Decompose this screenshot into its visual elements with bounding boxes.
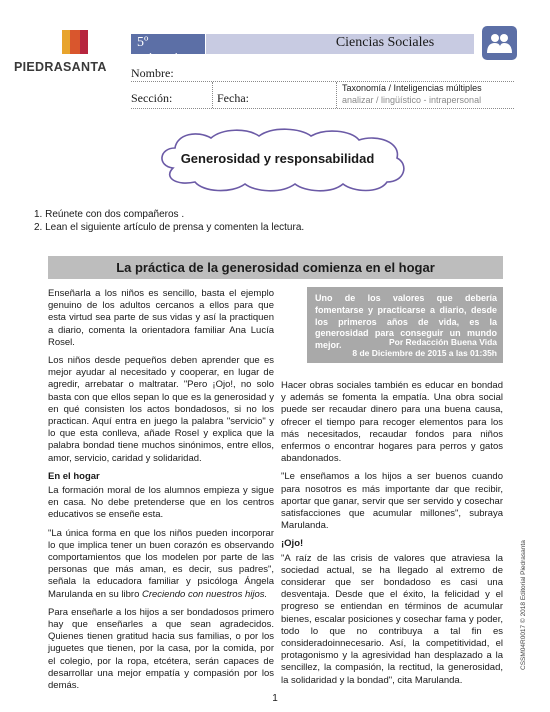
quote-source-date: 8 de Diciembre de 2015 a las 01:35h bbox=[352, 348, 497, 358]
paragraph: Los niños desde pequeños deben aprender que es mejor ayudar al necesitado y cooperar, en lugar de agredir, arrebatar o maltratar. "Pero ¡Ojo!, no solo basta con que ellos sepan lo que es la generosidad y en qué consisten los actos bondadosos, si no los practican. Aquí entra en juego la palabra "servicio" y lo que esta conlleva, añade Rosel y explica que la palabra bondad tiene muchos sinónimos, entre ellos, amor, servicio, caridad y solidaridad. bbox=[48, 355, 274, 464]
article-left-column bbox=[48, 288, 274, 698]
taxonomy-label: Taxonomía / Inteligencias múltiples bbox=[342, 83, 482, 93]
users-icon bbox=[482, 26, 517, 60]
subject-label: Ciencias Sociales bbox=[206, 34, 474, 54]
activity-title: Generosidad y responsabilidad bbox=[180, 151, 375, 166]
page-number: 1 bbox=[272, 693, 278, 704]
taxonomy-values: analizar / lingüístico - intrapersonal bbox=[342, 95, 482, 105]
name-line[interactable] bbox=[131, 81, 514, 82]
section-line[interactable] bbox=[131, 108, 514, 109]
section-label: Sección: bbox=[131, 91, 173, 105]
quote-text: "La única forma en que los niños pueden incorporar lo que implica tener un buen corazón es observando comportamientos que los modelen por parte de las personas que más aman, es decir, sus padres", señala la educadora familiar y psicóloga Ángela Marulanda en su libro bbox=[48, 527, 274, 600]
form-divider bbox=[336, 82, 337, 108]
quote-source-author: Por Redacción Buena Vida bbox=[388, 337, 497, 347]
paragraph: "Le enseñamos a los hijos a ser buenos cuando para nosotros es más importante dar que recibir, aportar que ganar, servir que ser servido y cosechar satisfacciones que acumular millones", subraya Marulanda. bbox=[281, 471, 503, 532]
subheading-ojo: ¡Ojo! bbox=[281, 538, 304, 550]
paragraph: Para enseñarle a los hijos a ser bondadosos primero hay que enseñarles a que sean agradecidos. Quienes tienen gratitud hacia sus familias, o por los juguetes que tienen, por la casa, por la comida, por el colegio, por la ropa, etcétera, serán capaces de desarrollar una mejor empatía y compasión por los demás. bbox=[48, 606, 274, 692]
subheading-hogar: En el hogar bbox=[48, 470, 100, 482]
paragraph: "A raíz de las crisis de valores que atraviesa la sociedad actual, se ha llegado al extremo de considerar que ser bondadoso es casi una desventaja. Desde que el éxito, la felicidad y el progreso se entiendan en términos de acumular bienes, escalar posiciones y cosechar fama y poder, todo lo que no contribuya a tal fin es consideradoinnecesario. Así, la competitividad, el protagonismo y la agresividad han desplazado a la sencillez, la compasión, la rectitud, la generosidad, la solidaridad y la bondad", cita Marulanda. bbox=[281, 552, 503, 686]
name-label: Nombre: bbox=[131, 66, 174, 80]
book-title: Creciendo con nuestros hijos. bbox=[142, 588, 268, 600]
instruction-1: 1. Reúnete con dos compañeros . bbox=[34, 209, 185, 220]
paragraph bbox=[48, 528, 274, 601]
instruction-2: 2. Lean el siguiente artículo de prensa y comenten la lectura. bbox=[34, 222, 305, 233]
grade-label: 5º primaria bbox=[131, 34, 205, 54]
date-label: Fecha: bbox=[217, 91, 249, 105]
article-right-column bbox=[281, 380, 503, 693]
paragraph: Hacer obras sociales también es educar en bondad y además se fomenta la empatía. Una obra social puede ser recaudar dinero para una buena causa, ofrecer el tiempo para recoger elementos para los más necesitados, recaudar fondos para niños enfermos o encontrar hogares para perros y gatos abandonados. bbox=[281, 380, 503, 465]
paragraph: Enseñarla a los niños es sencillo, basta el ejemplo genuino de los adultos cercanos a ellos para que esta virtud sea parte de sus vidas y así la practiquen a diario, comenta la orientadora familiar Ana Lucía Rosel. bbox=[48, 288, 274, 348]
book-icon bbox=[62, 30, 88, 54]
copyright-code: CSSM04R0017 © 2018 Editorial Piedrasanta bbox=[520, 540, 527, 670]
paragraph: La formación moral de los alumnos empieza y sigue en casa. No debe pretenderse que en los centros educativos se enseñe esta. bbox=[48, 485, 274, 521]
highlight-quote bbox=[307, 287, 503, 363]
quote-body: Uno de los valores que debería fomentarse y practicarse a diario, desde los primeros años de vida, es la generosidad para conseguir un mundo mejor. bbox=[315, 293, 497, 351]
brand-name: PIEDRASANTA bbox=[14, 60, 107, 74]
form-divider bbox=[212, 82, 213, 108]
article-title: La práctica de la generosidad comienza en el hogar bbox=[48, 256, 503, 279]
publisher-logo bbox=[14, 30, 124, 80]
